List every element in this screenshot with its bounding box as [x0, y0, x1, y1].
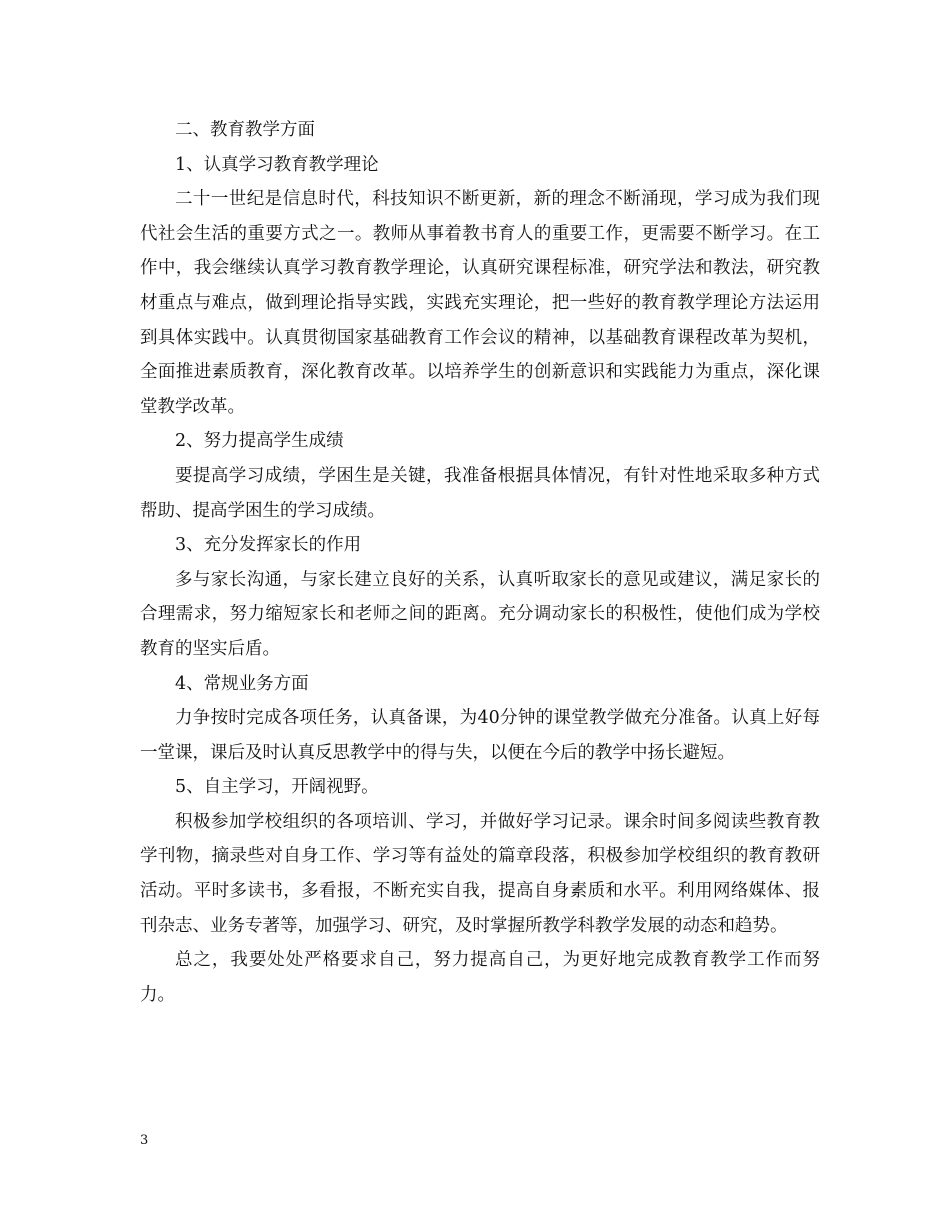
body-paragraph: 二十一世纪是信息时代，科技知识不断更新，新的理念不断涌现，学习成为我们现代社会生活的重要方式之一。教师从事着教书育人的重要工作，更需要不断学习。在工作中，我会继续认真学习教育教学理论，认真研究课程标准，研究学法和教法，研究教材重点与难点，做到理论指导实践，实践充实理论，把一些好的教育教学理论方法运用到具体实践中。认真贯彻国家基础教育工作会议的精神，以基础教育课程改革为契机，全面推进素质教育，深化教育改革。以培养学生的创新意识和实践能力为重点，深化课堂教学改革。 [140, 189, 820, 417]
body-paragraph: 力争按时完成各项任务，认真备课，为40分钟的课堂教学做充分准备。认真上好每一堂课，课后及时认真反思教学中的得与失，以便在今后的教学中扬长避短。 [140, 708, 820, 763]
document-body [140, 113, 820, 1012]
section-heading: 二、教育教学方面 [175, 120, 315, 140]
conclusion-paragraph: 总之，我要处处严格要求自己，努力提高自己，为更好地完成教育教学工作而努力。 [140, 950, 820, 1005]
subsection-heading: 3、充分发挥家长的作用 [175, 535, 362, 556]
subsection-heading: 4、常规业务方面 [175, 673, 309, 694]
body-paragraph: 要提高学习成绩，学困生是关键，我准备根据具体情况，有针对性地采取多种方式帮助、提高学困生的学习成绩。 [140, 465, 820, 521]
subsection-heading: 2、努力提高学生成绩 [175, 431, 344, 452]
body-paragraph: 多与家长沟通，与家长建立良好的关系，认真听取家长的意见或建议，满足家长的合理需求，努力缩短家长和老师之间的距离。充分调动家长的积极性，使他们成为学校教育的坚实后盾。 [140, 569, 820, 659]
page-number: 3 [140, 1133, 149, 1148]
body-paragraph: 积极参加学校组织的各项培训、学习，并做好学习记录。课余时间多阅读些教育教学刊物，摘录些对自身工作、学习等有益处的篇章段落，积极参加学校组织的教育教研活动。平时多读书，多看报，不断充实自我，提高自身素质和水平。利用网络媒体、报刊杂志、业务专著等，加强学习、研究，及时掌握所教学科教学发展的动态和趋势。 [140, 811, 820, 936]
subsection-heading: 1、认真学习教育教学理论 [175, 154, 379, 175]
subsection-heading: 5、自主学习，开阔视野。 [175, 777, 379, 798]
